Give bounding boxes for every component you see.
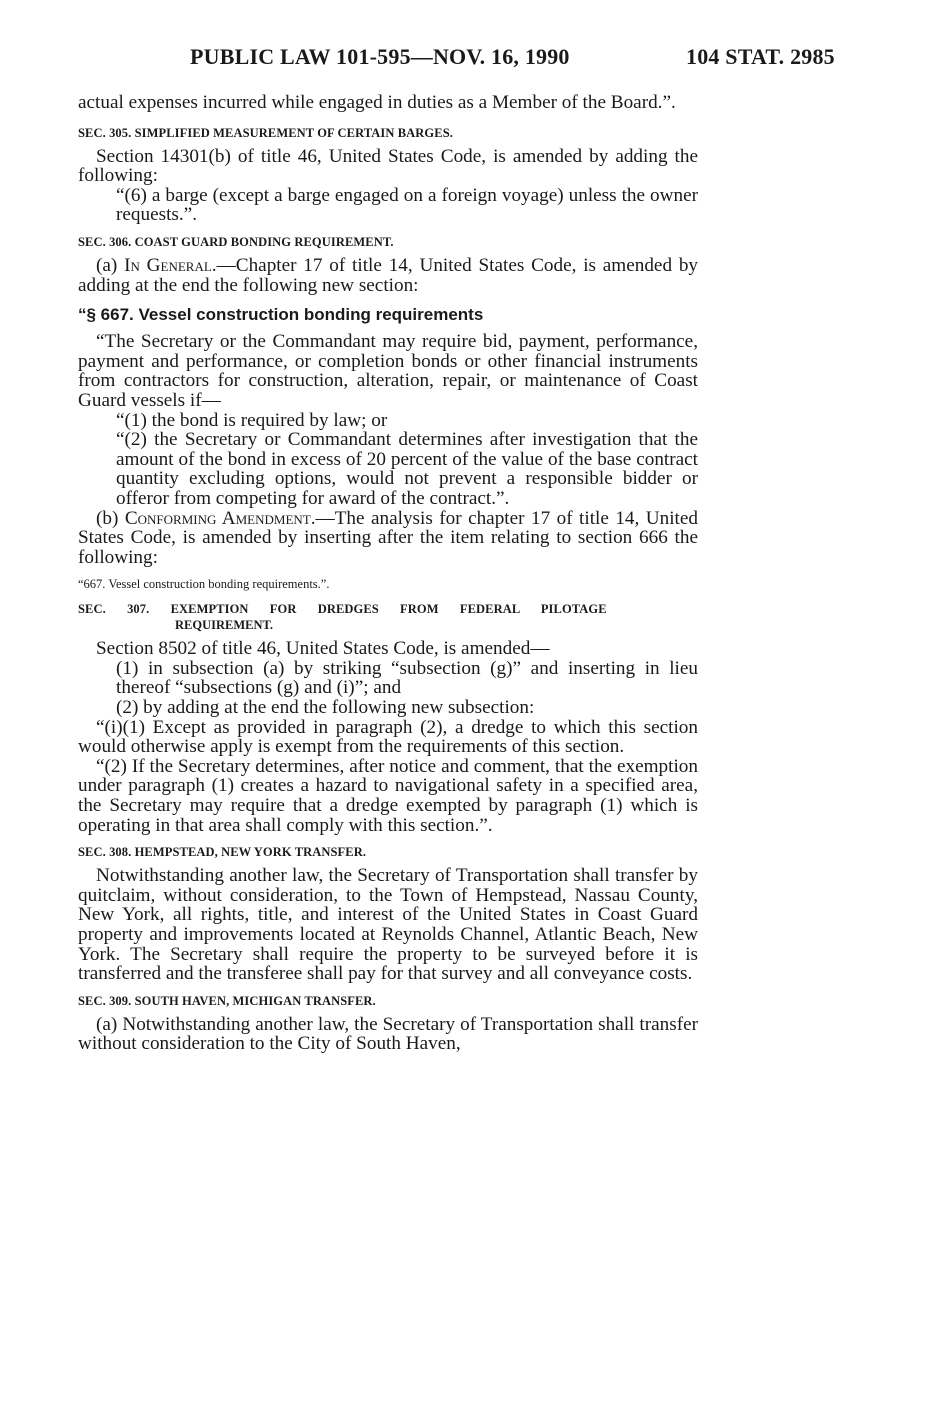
paragraph-amendment-1: (1) in subsection (a) by striking “subsection (g)” and inserting in lieu thereof “subsections (g) and (i)”; and xyxy=(116,657,698,699)
table-of-sections-entry-667: “667. Vessel construction bonding requirements.”. xyxy=(78,577,330,592)
section-heading-306: SEC. 306. COAST GUARD BONDING REQUIREMENT. xyxy=(78,234,394,249)
section-heading-305: SEC. 305. SIMPLIFIED MEASUREMENT OF CERTAIN BARGES. xyxy=(78,125,453,140)
paragraph-clause-1: “(1) the bond is required by law; or xyxy=(116,409,388,431)
section-heading-307-continued: REQUIREMENT. xyxy=(175,618,274,633)
section-heading-308: SEC. 308. HEMPSTEAD, NEW YORK TRANSFER. xyxy=(78,845,367,860)
paragraph-amendment-2: (2) by adding at the end the following new subsection: xyxy=(116,697,535,719)
paragraph-section-8502: Section 8502 of title 46, United States Code, is amended— xyxy=(96,638,550,660)
running-header xyxy=(190,44,845,74)
public-law-citation: PUBLIC LAW 101-595—NOV. 16, 1990 xyxy=(190,44,570,69)
paragraph-south-haven-transfer: (a) Notwithstanding another law, the Secretary of Transportation shall transfer without consideration to the City of South Haven, xyxy=(78,1013,698,1055)
paragraph-in-general: (a) In General.—Chapter 17 of title 14, United States Code, is amended by adding at the end the following new section: xyxy=(78,254,699,296)
section-heading-307: SEC. 307. EXEMPTION FOR DREDGES FROM FEDERAL PILOTAGE xyxy=(78,602,607,617)
paragraph-barge-clause: “(6) a barge (except a barge engaged on a foreign voyage) unless the owner requests.”. xyxy=(116,184,698,226)
paragraph-conforming-amendment: (b) Conforming Amendment.—The analysis for chapter 17 of title 14, United States Code, is amended by inserting after the item relating to section 666 the following: xyxy=(78,507,698,568)
conforming-amendment-caption: Conforming Amendment. xyxy=(124,507,316,529)
paragraph-board-expenses: actual expenses incurred while engaged in duties as a Member of the Board.”. xyxy=(78,92,676,113)
statute-page-number: 104 STAT. 2985 xyxy=(686,44,835,69)
paragraph-bonding-authority: “The Secretary or the Commandant may require bid, payment, performance, payment and performance, or completion bonds or other financial instruments from contractors for construction, alteration, repair, or maintenance of Coast Guard vessels if— xyxy=(78,331,698,411)
paragraph-navigational-safety: “(2) If the Secretary determines, after notice and comment, that the exemption under paragraph (1) creates a hazard to navigational safety in a specified area, the Secretary may require that a dredge exempted by paragraph (1) which is operating in that area shall comply with this section.”. xyxy=(78,755,698,836)
section-heading-309: SEC. 309. SOUTH HAVEN, MICHIGAN TRANSFER. xyxy=(78,993,376,1008)
paragraph-hempstead-transfer: Notwithstanding another law, the Secretary of Transportation shall transfer by quitclaim, without consideration, to the Town of Hempstead, Nassau County, New York, all rights, title, and interest of the United States in Coast Guard property and improvements located at Reynolds Channel, Atlantic Beach, New York. The Secretary shall require the property to be surveyed before it is transferred and the transferee shall pay for that survey and all conveyance costs. xyxy=(78,865,698,985)
paragraph-section-14301: Section 14301(b) of title 46, United States Code, is amended by adding the following: xyxy=(78,145,698,187)
paragraph-clause-2: “(2) the Secretary or Commandant determines after investigation that the amount of the bond in excess of 20 percent of the value of the base contract quantity excluding options, would not prevent a responsible bidder or offeror from competing for award of the contract.”. xyxy=(116,429,698,509)
document-body xyxy=(78,93,698,1054)
in-general-caption: In General. xyxy=(124,254,217,276)
new-section-667-heading: “§ 667. Vessel construction bonding requirements xyxy=(78,305,484,325)
paragraph-dredge-exemption: “(i)(1) Except as provided in paragraph (2), a dredge to which this section would otherwise apply is exempt from the requirements of this section. xyxy=(78,716,698,758)
